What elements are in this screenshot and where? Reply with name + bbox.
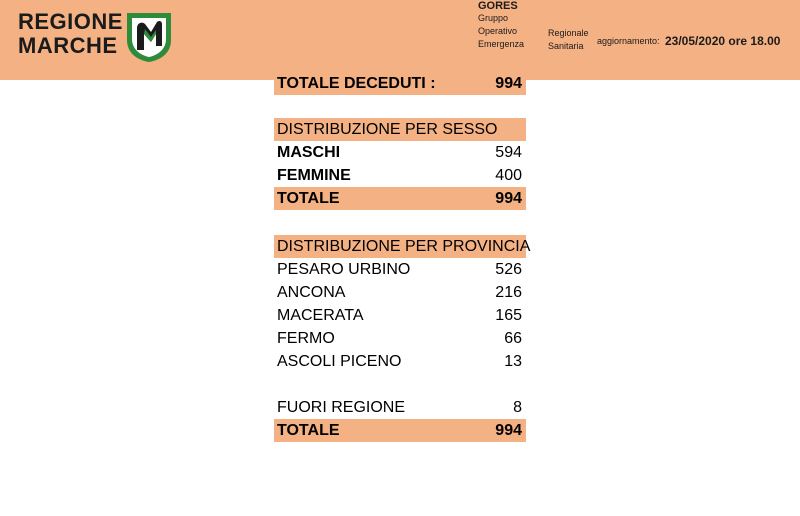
table-row	[274, 141, 526, 164]
fuori-regione-value: 8	[513, 399, 522, 416]
provincia-title: DISTRIBUZIONE PER PROVINCIA	[277, 238, 531, 255]
provincia-row-label: MACERATA	[277, 307, 364, 324]
table-row	[274, 281, 526, 304]
table-row	[274, 327, 526, 350]
provincia-total-label: TOTALE	[277, 422, 340, 439]
provincia-table	[274, 235, 531, 442]
provincia-row-value: 13	[504, 353, 522, 370]
regionale-sanitaria-block	[548, 27, 589, 53]
spacer-row	[274, 373, 526, 396]
provincia-row-label: FERMO	[277, 330, 335, 347]
regsan-line-2: Sanitaria	[548, 41, 584, 51]
table-row	[274, 258, 526, 281]
provincia-row-value: 526	[495, 261, 522, 278]
gores-line-3: Emergenza	[478, 39, 525, 49]
update-label: aggiornamento:	[597, 36, 660, 46]
totale-deceduti-table	[274, 72, 526, 95]
provincia-row-value: 165	[495, 307, 522, 324]
regione-marche-logo	[18, 10, 178, 66]
sesso-row-value: 400	[495, 167, 522, 184]
provincia-row-value: 66	[504, 330, 522, 347]
sesso-row-label: MASCHI	[277, 144, 341, 161]
sesso-title-row	[274, 118, 526, 141]
sesso-table	[274, 118, 526, 210]
regsan-line-1: Regionale	[548, 28, 589, 38]
gores-block	[478, 0, 524, 51]
sesso-total-row	[274, 187, 526, 210]
provincia-row-label: ASCOLI PICENO	[277, 353, 402, 370]
sesso-total-label: TOTALE	[277, 190, 340, 207]
fuori-regione-label: FUORI REGIONE	[277, 399, 406, 416]
gores-line-1: Gruppo	[478, 13, 509, 23]
table-row	[274, 304, 526, 327]
gores-line-2: Operativo	[478, 26, 518, 36]
totale-deceduti-value: 994	[495, 75, 522, 92]
sesso-title: DISTRIBUZIONE PER SESSO	[277, 121, 498, 138]
table-row	[274, 164, 526, 187]
gores-title: GORES	[478, 0, 518, 12]
provincia-row-value: 216	[495, 284, 522, 301]
fuori-regione-row	[274, 396, 526, 419]
provincia-title-row	[274, 235, 531, 258]
logo-line-2: MARCHE	[18, 33, 118, 58]
sesso-row-label: FEMMINE	[277, 167, 351, 184]
update-timestamp: 23/05/2020 ore 18.00	[665, 34, 781, 48]
logo-line-1: REGIONE	[18, 9, 123, 34]
provincia-total-value: 994	[495, 422, 522, 439]
provincia-row-label: ANCONA	[277, 284, 346, 301]
sesso-total-value: 994	[495, 190, 522, 207]
provincia-row-label: PESARO URBINO	[277, 261, 411, 278]
totale-deceduti-label: TOTALE DECEDUTI :	[277, 75, 436, 92]
provincia-total-row	[274, 419, 526, 442]
totale-deceduti-row	[274, 72, 526, 95]
shield-icon	[124, 10, 174, 64]
table-row	[274, 350, 526, 373]
header-bar	[0, 0, 800, 80]
sesso-row-value: 594	[495, 144, 522, 161]
logo-text	[18, 10, 123, 58]
